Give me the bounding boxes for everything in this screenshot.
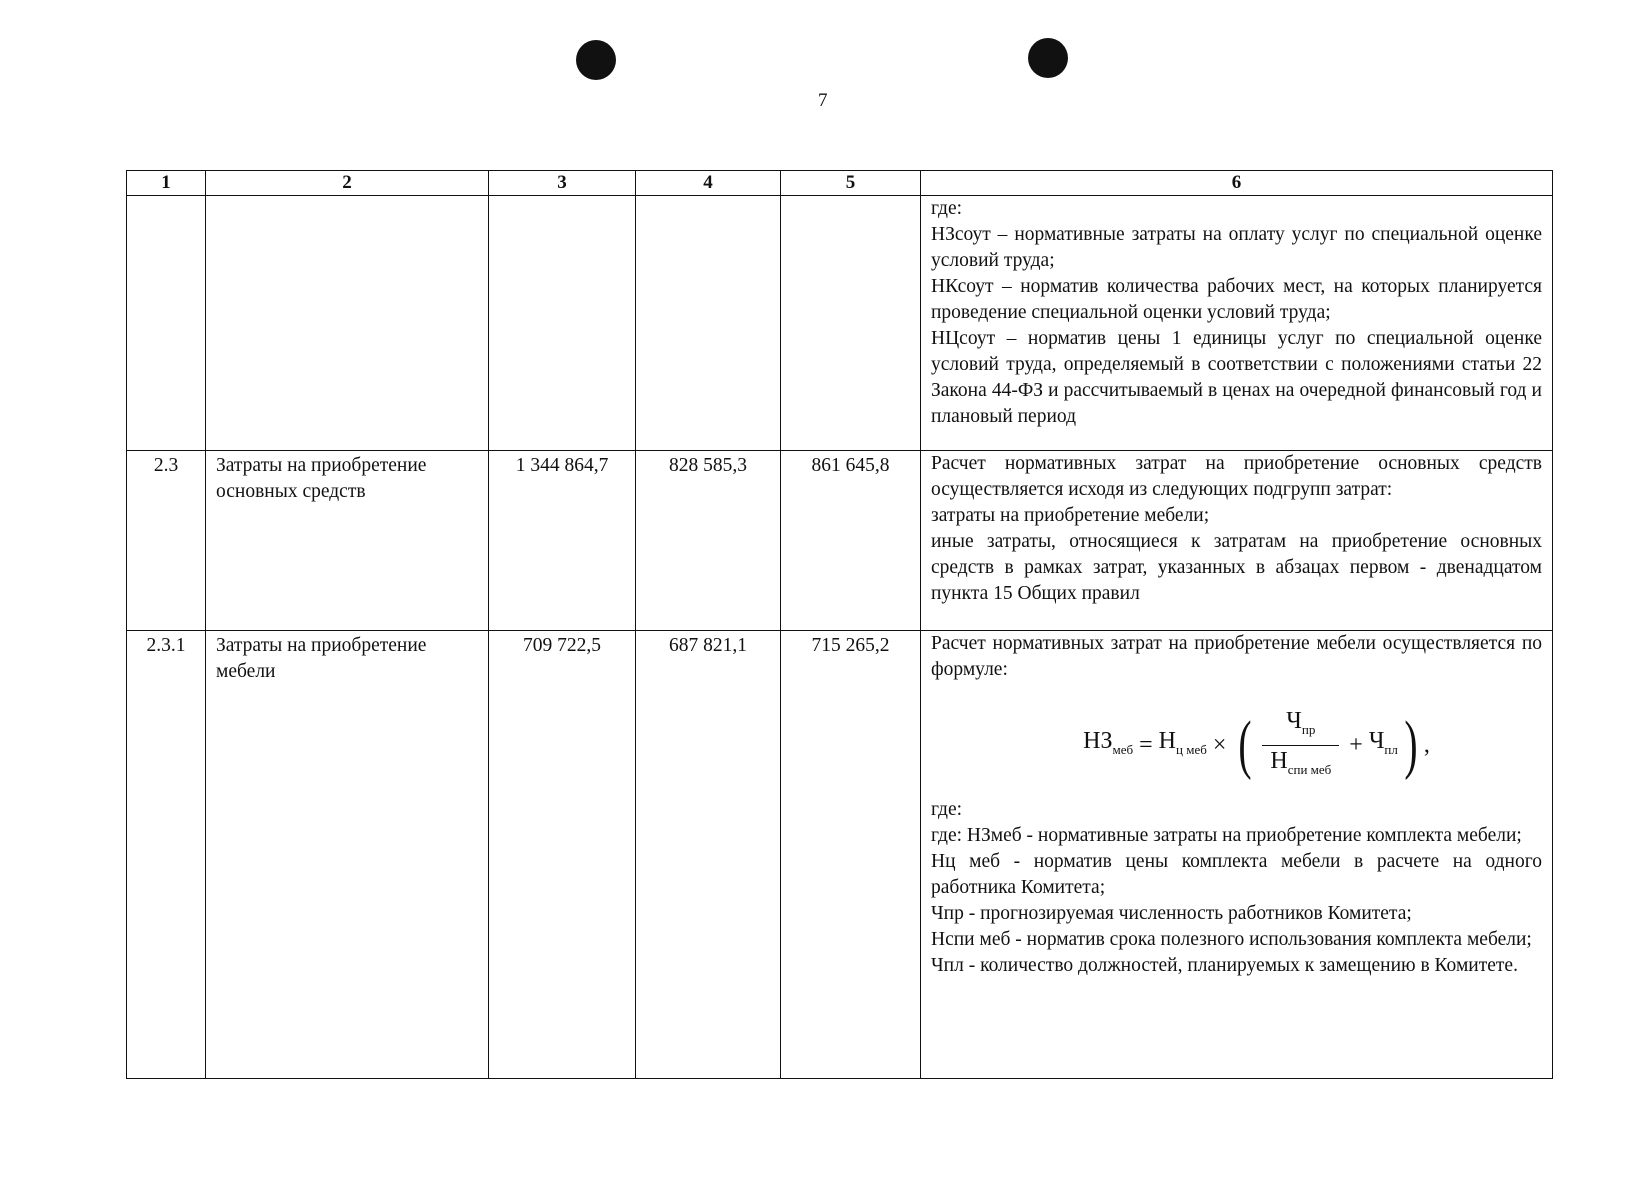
cell-empty <box>489 196 636 451</box>
row-value-col3: 709 722,5 <box>489 631 636 1079</box>
formula-paren-close: ) <box>1404 708 1418 781</box>
page-number: 7 <box>818 90 828 111</box>
desc-line: Чпл - количество должностей, планируемых к замещению в Комитете. <box>931 955 1518 976</box>
header-col-6: 6 <box>921 171 1553 196</box>
desc-line: где: НЗмеб - нормативные затраты на приобретение комплекта мебели; <box>931 825 1522 846</box>
desc-line: Чпр - прогнозируемая численность работников Комитета; <box>931 903 1412 924</box>
desc-line: где: <box>931 198 963 219</box>
cell-empty <box>206 196 489 451</box>
formula-fraction <box>1262 708 1339 783</box>
formula-numerator: $Ч_{пр}$ <box>1286 707 1316 737</box>
cell-empty <box>127 196 206 451</box>
row-number: 2.3 <box>127 451 206 631</box>
row-value-col5: 861 645,8 <box>781 451 921 631</box>
desc-line: Нц меб - норматив цены комплекта мебели в расчете на одного работника Комитета; <box>931 851 1542 898</box>
header-col-1: 1 <box>127 171 206 196</box>
formula-denominator: $Н_{спи меб}$ <box>1262 745 1339 783</box>
table-row <box>127 631 1553 1079</box>
row-name: Затраты на приобретение основных средств <box>206 451 489 631</box>
table-row <box>127 451 1553 631</box>
desc-line: НКсоут – норматив количества рабочих мест, на которых планируется проведение специальной оценки условий труда; <box>931 276 1542 323</box>
furniture-cost-formula <box>931 701 1542 789</box>
row-name: Затраты на приобретение мебели <box>206 631 489 1079</box>
desc-line: НЗсоут – нормативные затраты на оплату услуг по специальной оценке условий труда; <box>931 224 1542 271</box>
binder-hole-left <box>576 40 616 80</box>
desc-line: Расчет нормативных затрат на приобретение мебели осуществляется по формуле: <box>931 633 1542 680</box>
formula-price-norm: $Н_{ц меб}$ <box>1158 727 1207 757</box>
row-number: 2.3.1 <box>127 631 206 1079</box>
desc-line: иные затраты, относящиеся к затратам на приобретение основных средств в рамках затрат, указанных в абзацах первом - двенадцатом пункта 15 Общих правил <box>931 531 1542 604</box>
cell-empty <box>781 196 921 451</box>
header-col-2: 2 <box>206 171 489 196</box>
formula-paren-open: ( <box>1238 708 1252 781</box>
binder-hole-right <box>1028 38 1068 78</box>
row-description <box>921 631 1553 1079</box>
desc-line: где: <box>931 799 963 820</box>
formula-lhs: $НЗ_{меб}$ <box>1083 727 1134 757</box>
formula-comma: , <box>1423 732 1430 758</box>
desc-line: затраты на приобретение мебели; <box>931 505 1210 526</box>
row-value-col4: 828 585,3 <box>636 451 781 631</box>
header-row <box>127 171 1553 196</box>
row-value-col3: 1 344 864,7 <box>489 451 636 631</box>
row-description <box>921 451 1553 631</box>
header-col-4: 4 <box>636 171 781 196</box>
formula-equals: = <box>1139 732 1153 758</box>
cost-table <box>126 170 1553 1079</box>
desc-line: Нспи меб - норматив срока полезного использования комплекта мебели; <box>931 929 1532 950</box>
formula-times: × <box>1212 732 1227 758</box>
desc-line: Расчет нормативных затрат на приобретение основных средств осуществляется исходя из следующих подгрупп затрат: <box>931 453 1542 500</box>
continuation-description <box>921 196 1553 451</box>
cell-empty <box>636 196 781 451</box>
row-value-col4: 687 821,1 <box>636 631 781 1079</box>
header-col-3: 3 <box>489 171 636 196</box>
row-value-col5: 715 265,2 <box>781 631 921 1079</box>
formula-plus: + <box>1349 732 1363 758</box>
desc-line: НЦсоут – норматив цены 1 единицы услуг по специальной оценке условий труда, определяемый в соответствии с положениями статьи 22 Закона 44-ФЗ и рассчитываемый в ценах на очередной финансовый год и плановый период <box>931 328 1542 427</box>
table-row-continuation <box>127 196 1553 451</box>
formula-planned-term: $Ч_{пл}$ <box>1368 727 1398 757</box>
header-col-5: 5 <box>781 171 921 196</box>
